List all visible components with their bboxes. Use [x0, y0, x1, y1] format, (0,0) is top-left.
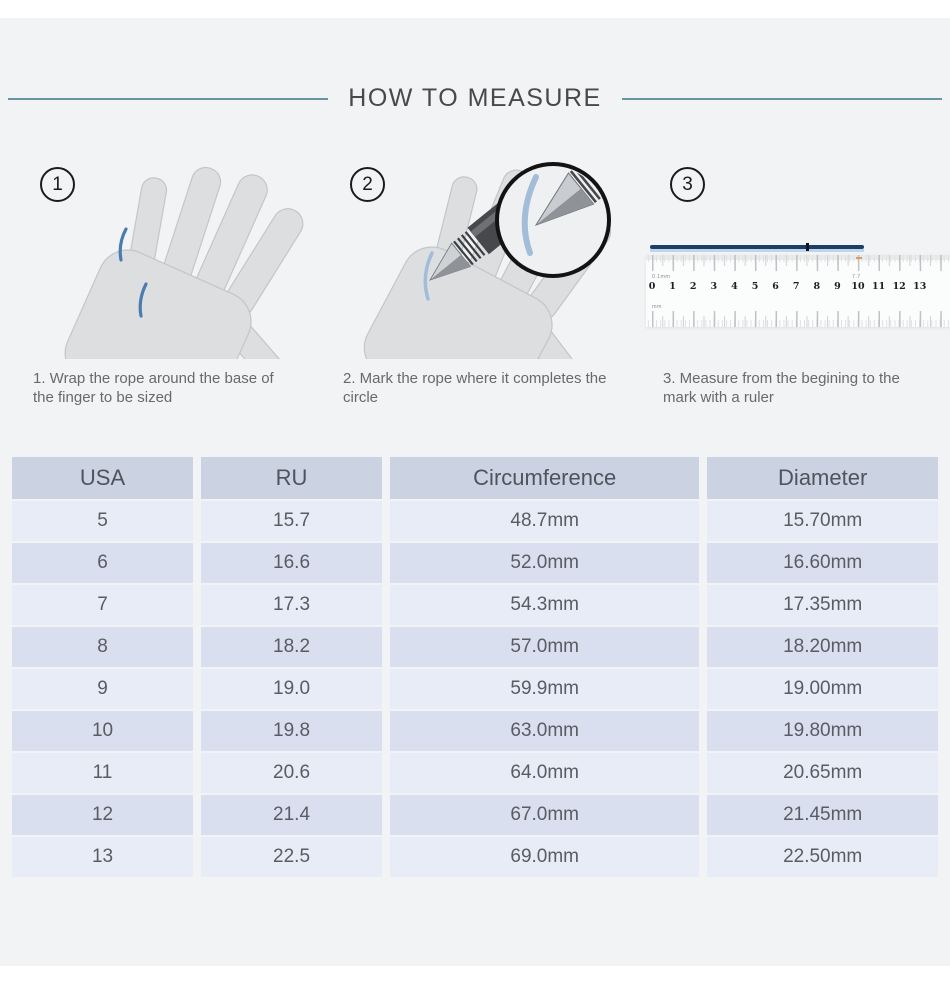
table-cell: 19.8: [201, 711, 382, 751]
table-row: [12, 585, 938, 625]
ruler-number: 3: [710, 281, 718, 292]
rope-end-mark: [856, 257, 862, 259]
step-2-caption: 2. Mark the rope where it completes the circle: [343, 370, 607, 407]
ruler-illustration: [646, 245, 950, 329]
step-1-illustration: [20, 153, 320, 359]
table-cell: 52.0mm: [390, 543, 699, 583]
title-rule-left: [8, 98, 328, 100]
table-cell: 48.7mm: [390, 501, 699, 541]
ruler-number: 0: [648, 281, 656, 292]
step-1-number-badge: 1: [40, 167, 75, 202]
step-1: [20, 153, 320, 407]
rope-line: [650, 245, 864, 249]
table-row: [12, 543, 938, 583]
ruler: [646, 255, 950, 327]
table-row: [12, 837, 938, 877]
ring-size-table: [12, 457, 938, 877]
table-cell: 18.2: [201, 627, 382, 667]
table-cell: 16.60mm: [707, 543, 938, 583]
table-cell: 16.6: [201, 543, 382, 583]
ruler-number: 11: [871, 281, 886, 292]
table-cell: 57.0mm: [390, 627, 699, 667]
ruler-numbers: [646, 281, 950, 294]
table-cell: 5: [12, 501, 193, 541]
table-cell: 12: [12, 795, 193, 835]
table-row: [12, 627, 938, 667]
step-3-caption: 3. Measure from the begining to the mark with a ruler: [663, 370, 900, 407]
table-cell: 64.0mm: [390, 753, 699, 793]
table-row: [12, 669, 938, 709]
ruler-number: 1: [669, 281, 676, 292]
ruler-number: 8: [813, 281, 821, 292]
table-cell: 63.0mm: [390, 711, 699, 751]
table-cell: 20.65mm: [707, 753, 938, 793]
table-cell: 7: [12, 585, 193, 625]
table-cell: 6: [12, 543, 193, 583]
table-cell: 15.70mm: [707, 501, 938, 541]
table-cell: 8: [12, 627, 193, 667]
table-cell: 67.0mm: [390, 795, 699, 835]
ruler-number: 5: [751, 281, 759, 292]
column-header-circumference: Circumference: [390, 457, 699, 499]
column-header-diameter: Diameter: [707, 457, 938, 499]
title-rule-right: [622, 98, 942, 100]
rope-mid-mark: [806, 243, 809, 251]
table-cell: 59.9mm: [390, 669, 699, 709]
table-cell: 18.20mm: [707, 627, 938, 667]
ruler-number: 2: [689, 281, 697, 292]
table-cell: 15.7: [201, 501, 382, 541]
step-3-illustration: [650, 153, 950, 359]
step-3-number-badge: 3: [670, 167, 705, 202]
ruler-number: 6: [772, 281, 779, 292]
table-cell: 19.00mm: [707, 669, 938, 709]
ruler-number: 7: [792, 281, 800, 292]
step-1-caption: 1. Wrap the rope around the base of the finger to be sized: [33, 370, 274, 407]
table-cell: 17.3: [201, 585, 382, 625]
table-cell: 22.5: [201, 837, 382, 877]
table-cell: 54.3mm: [390, 585, 699, 625]
table-header-row: [12, 457, 938, 499]
table-row: [12, 753, 938, 793]
ruler-ticks-top: [646, 255, 950, 271]
how-to-steps: [20, 153, 950, 407]
ruler-ticks-bottom: [646, 311, 950, 327]
column-header-ru: RU: [201, 457, 382, 499]
step-3: [650, 153, 950, 407]
ruler-unit-label: mm: [652, 304, 662, 310]
table-row: [12, 795, 938, 835]
table-cell: 19.80mm: [707, 711, 938, 751]
rope-shadow: [650, 249, 864, 252]
table-cell: 13: [12, 837, 193, 877]
section-header: [8, 84, 942, 113]
table-cell: 17.35mm: [707, 585, 938, 625]
content-area: [0, 18, 950, 966]
ruler-number: 12: [892, 281, 906, 292]
table-body: [12, 501, 938, 877]
column-header-usa: USA: [12, 457, 193, 499]
table-cell: 11: [12, 753, 193, 793]
table-row: [12, 711, 938, 751]
ruler-number: 4: [731, 281, 738, 292]
step-2-number-badge: 2: [350, 167, 385, 202]
table-row: [12, 501, 938, 541]
table-cell: 19.0: [201, 669, 382, 709]
table-cell: 20.6: [201, 753, 382, 793]
page-title: HOW TO MEASURE: [348, 84, 602, 112]
ruler-number: 13: [913, 281, 927, 292]
table-cell: 69.0mm: [390, 837, 699, 877]
ruler-end-label: 7.7: [852, 274, 861, 280]
table-cell: 21.45mm: [707, 795, 938, 835]
table-cell: 22.50mm: [707, 837, 938, 877]
ruler-number: 9: [834, 281, 841, 292]
table-cell: 9: [12, 669, 193, 709]
ruler-spec-label: 0.1mm: [652, 274, 671, 280]
step-2-illustration: [330, 153, 640, 359]
step-2: [330, 153, 640, 407]
ruler-number: 10: [851, 281, 865, 292]
table-cell: 10: [12, 711, 193, 751]
table-cell: 21.4: [201, 795, 382, 835]
